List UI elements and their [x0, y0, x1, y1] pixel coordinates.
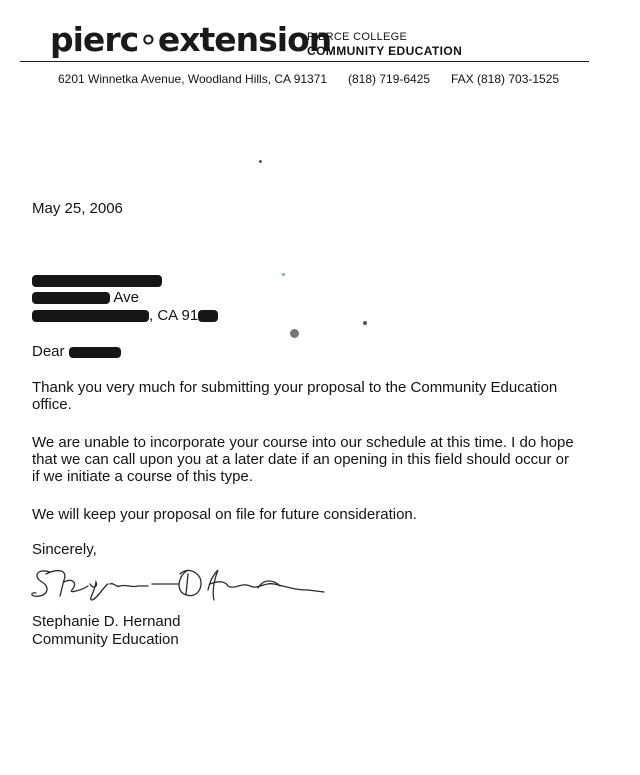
fax-number: FAX (818) 703-1525 — [451, 72, 560, 86]
salutation-word: Dear — [32, 343, 65, 360]
salutation — [32, 343, 121, 360]
department-name: COMMUNITY EDUCATION — [307, 44, 463, 58]
scan-speck — [282, 273, 285, 276]
recipient-city-state: , CA 91 — [149, 307, 199, 324]
signer-name: Stephanie D. Hernand — [32, 613, 181, 630]
college-name: PIERCE COLLEGE — [307, 31, 408, 43]
street-address: 6201 Winnetka Avenue, Woodland Hills, CA 91371 — [58, 72, 328, 86]
redaction-block — [32, 310, 149, 322]
redaction-block — [198, 310, 218, 322]
signature-image — [28, 560, 328, 612]
recipient-name — [32, 272, 162, 289]
phone-number: (818) 719-6425 — [348, 72, 431, 86]
recipient-street — [32, 289, 139, 306]
recipient-city — [32, 307, 218, 324]
paragraph-thanks: Thank you very much for submitting your proposal to the Community Education office. — [32, 379, 558, 413]
pierce-extension-logo — [50, 20, 331, 59]
closing: Sincerely, — [32, 541, 97, 558]
logo-ring-icon: ∘ — [138, 19, 158, 58]
logo-text-left: pierc — [50, 20, 139, 59]
paragraph-file: We will keep your proposal on file for future consideration. — [32, 506, 417, 523]
redaction-block — [32, 275, 162, 287]
scan-speck — [259, 160, 262, 163]
redaction-block — [69, 347, 121, 358]
scan-speck — [290, 329, 299, 338]
letter-date: May 25, 2006 — [32, 200, 123, 217]
logo-text-right: extension — [157, 20, 332, 59]
paragraph-decision: We are unable to incorporate your course into our schedule at this time. I do hope that we can call upon you at a later date if an opening in this field should occur or if we initiate a course of this type. — [32, 434, 574, 485]
signer-title: Community Education — [32, 631, 179, 648]
letterhead-divider — [20, 61, 589, 62]
redaction-block — [32, 292, 110, 304]
recipient-street-suffix: Ave — [113, 289, 139, 306]
scan-speck — [363, 321, 367, 325]
